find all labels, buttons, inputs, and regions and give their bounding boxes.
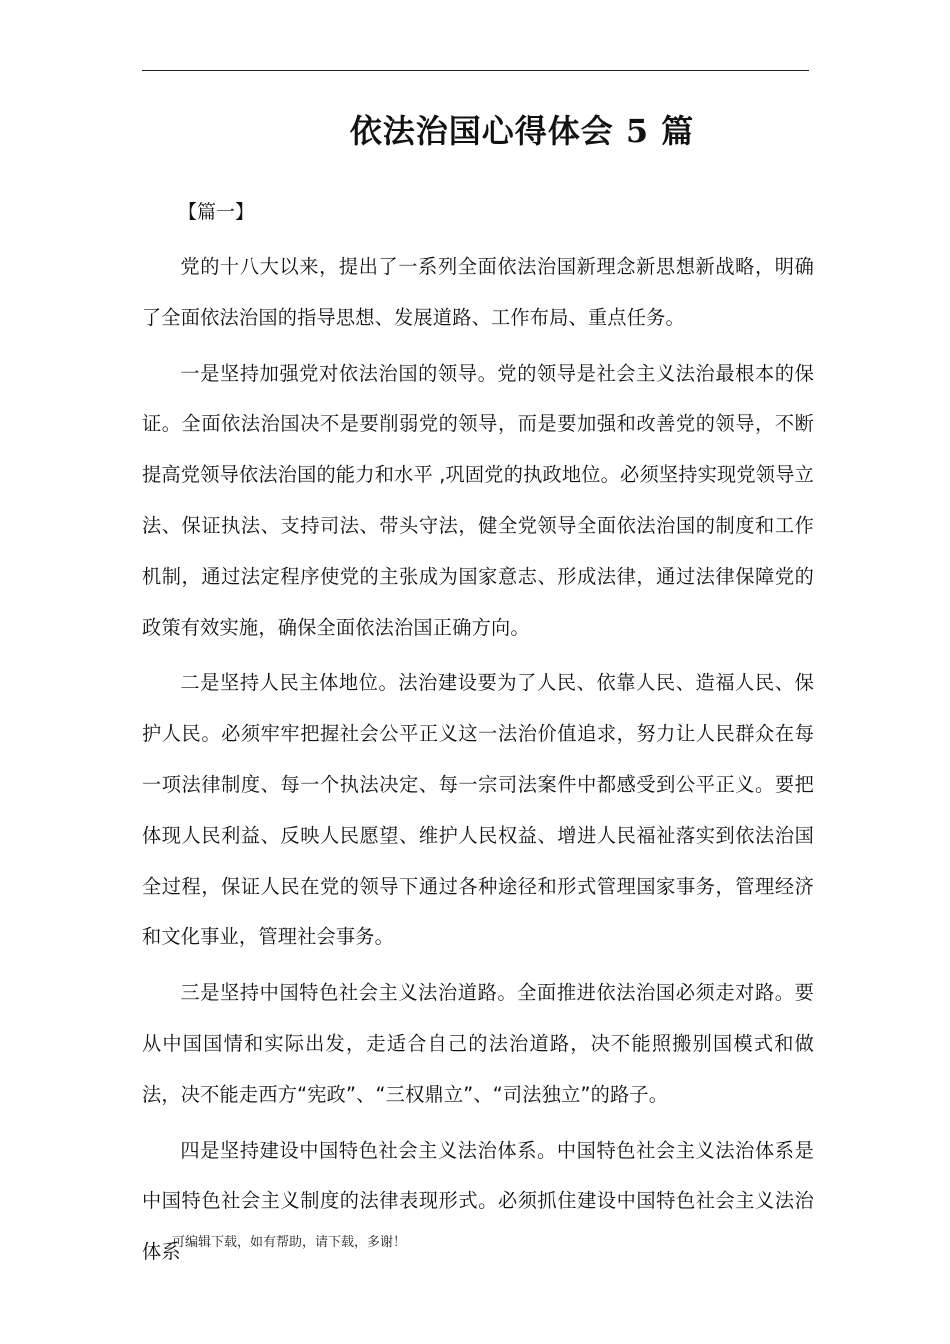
section-label: 【篇一】 — [178, 201, 255, 223]
paragraph-intro: 党的十八大以来，提出了一系列全面依法治国新理念新思想新战略，明确了全面依法治国的指导思想、发展道路、工作布局、重点任务。 — [142, 255, 814, 329]
paragraph-point-three: 三是坚持中国特色社会主义法治道路。全面推进依法治国必须走对路。要从中国国情和实际出发，走适合自己的法治道路，决不能照搬别国模式和做法，决不能走西方“宪政”、“三权鼎立”、“司法独立”的路子。 — [142, 981, 814, 1106]
paragraph-point-four: 四是坚持建设中国特色社会主义法治体系。中国特色社会主义法治体系是中国特色社会主义制度的法律表现形式。必须抓住建设中国特色社会主义法治体系 — [142, 1138, 814, 1264]
document-body — [142, 242, 814, 1283]
document-title: 依法治国心得体会 5 篇 — [349, 112, 695, 150]
paragraph-point-two: 二是坚持人民主体地位。法治建设要为了人民、依靠人民、造福人民、保护人民。必须牢牢把握社会公平正义这一法治价值追求，努力让人民群众在每一项法律制度、每一个执法决定、每一宗司法案件中都感受到公平正义。要把体现人民利益、反映人民愿望、维护人民权益、增进人民福祉落实到依法治国全过程，保证人民在党的领导下通过各种途径和形式管理国家事务，管理经济和文化事业，管理社会事务。 — [142, 671, 814, 949]
header-rule — [142, 70, 809, 71]
paragraph-point-one: 一是坚持加强党对依法治国的领导。党的领导是社会主义法治最根本的保证。全面依法治国决不是要削弱党的领导，而是要加强和改善党的领导，不断提高党领导依法治国的能力和水平 ,巩固党的执政地位。必须坚持实现党领导立法、保证执法、支持司法、带头守法，健全党领导全面依法治国的制度和工作机制，通过法定程序使党的主张成为国家意志、形成法律，通过法律保障党的政策有效实施，确保全面依法治国正确方向。 — [142, 361, 814, 639]
footer-note: 可编辑下载，如有帮助，请下载，多谢！ — [172, 1235, 407, 1250]
